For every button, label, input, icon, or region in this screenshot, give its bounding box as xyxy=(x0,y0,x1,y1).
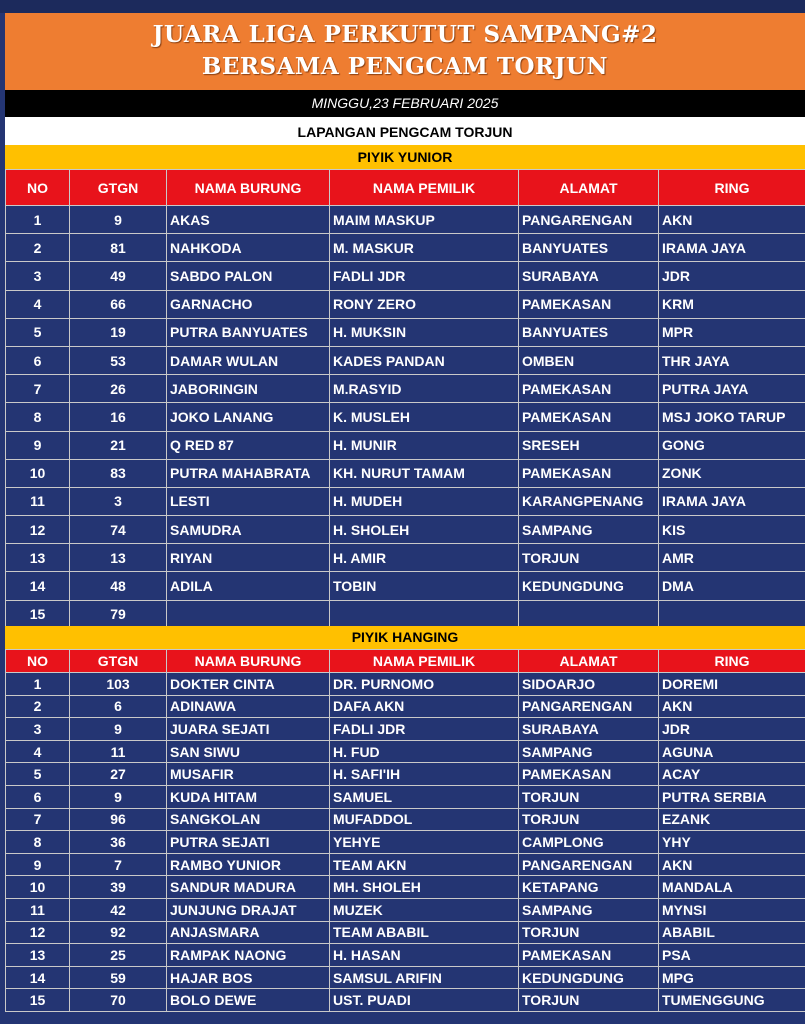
cell-no: 13 xyxy=(6,544,70,572)
cell-ring: MPR xyxy=(659,318,805,346)
cell-nama-burung: AKAS xyxy=(167,206,330,234)
cell-nama-burung: JABORINGIN xyxy=(167,375,330,403)
cell-ring xyxy=(659,600,805,628)
cell-ring: AKN xyxy=(659,853,805,876)
cell-gtgn: 81 xyxy=(70,234,167,262)
table-row xyxy=(6,318,805,346)
cell-nama-pemilik: DR. PURNOMO xyxy=(330,673,519,696)
cell-gtgn: 79 xyxy=(70,600,167,628)
cell-no: 6 xyxy=(6,346,70,374)
cell-ring: PUTRA JAYA xyxy=(659,375,805,403)
cell-nama-pemilik: UST. PUADI xyxy=(330,989,519,1012)
cell-nama-burung: SANDUR MADURA xyxy=(167,876,330,899)
cell-gtgn: 74 xyxy=(70,516,167,544)
cell-gtgn: 96 xyxy=(70,808,167,831)
cell-no: 12 xyxy=(6,516,70,544)
table-row xyxy=(6,853,805,876)
column-header-gtgn: GTGN xyxy=(70,170,167,206)
cell-no: 4 xyxy=(6,290,70,318)
cell-nama-pemilik: MUFADDOL xyxy=(330,808,519,831)
cell-nama-pemilik: H. HASAN xyxy=(330,944,519,967)
cell-ring: ACAY xyxy=(659,763,805,786)
cell-nama-pemilik: H. FUD xyxy=(330,740,519,763)
cell-gtgn: 7 xyxy=(70,853,167,876)
table-row xyxy=(6,763,805,786)
cell-no: 6 xyxy=(6,785,70,808)
cell-nama-pemilik: TOBIN xyxy=(330,572,519,600)
cell-gtgn: 9 xyxy=(70,206,167,234)
cell-nama-burung: SAMUDRA xyxy=(167,516,330,544)
cell-ring: ZONK xyxy=(659,459,805,487)
cell-nama-pemilik: M.RASYID xyxy=(330,375,519,403)
results-table-piyik-hanging xyxy=(5,649,805,1012)
cell-no: 9 xyxy=(6,853,70,876)
cell-nama-burung: LESTI xyxy=(167,487,330,515)
table-row xyxy=(6,831,805,854)
cell-ring: MANDALA xyxy=(659,876,805,899)
table-row xyxy=(6,516,805,544)
table-row xyxy=(6,718,805,741)
cell-nama-burung: GARNACHO xyxy=(167,290,330,318)
cell-no: 1 xyxy=(6,673,70,696)
cell-gtgn: 25 xyxy=(70,944,167,967)
cell-ring: JDR xyxy=(659,262,805,290)
cell-no: 2 xyxy=(6,234,70,262)
cell-alamat: KARANGPENANG xyxy=(519,487,659,515)
cell-alamat: SURABAYA xyxy=(519,262,659,290)
cell-gtgn: 49 xyxy=(70,262,167,290)
cell-gtgn: 39 xyxy=(70,876,167,899)
table-row xyxy=(6,740,805,763)
cell-nama-pemilik: SAMUEL xyxy=(330,785,519,808)
cell-nama-pemilik: KH. NURUT TAMAM xyxy=(330,459,519,487)
cell-nama-burung: RAMPAK NAONG xyxy=(167,944,330,967)
category-title-piyik-yunior: PIYIK YUNIOR xyxy=(5,145,805,169)
table-row xyxy=(6,876,805,899)
cell-gtgn: 103 xyxy=(70,673,167,696)
cell-nama-burung: PUTRA SEJATI xyxy=(167,831,330,854)
cell-ring: KIS xyxy=(659,516,805,544)
cell-alamat: KEDUNGDUNG xyxy=(519,572,659,600)
cell-alamat: KEDUNGDUNG xyxy=(519,966,659,989)
table-row xyxy=(6,431,805,459)
cell-nama-pemilik: MAIM MASKUP xyxy=(330,206,519,234)
cell-no: 9 xyxy=(6,431,70,459)
cell-ring: AKN xyxy=(659,206,805,234)
cell-nama-burung: PUTRA MAHABRATA xyxy=(167,459,330,487)
cell-alamat: CAMPLONG xyxy=(519,831,659,854)
cell-nama-burung: PUTRA BANYUATES xyxy=(167,318,330,346)
cell-nama-burung: JOKO LANANG xyxy=(167,403,330,431)
cell-alamat xyxy=(519,600,659,628)
table-row xyxy=(6,262,805,290)
cell-alamat: SIDOARJO xyxy=(519,673,659,696)
table-row xyxy=(6,898,805,921)
cell-alamat: KETAPANG xyxy=(519,876,659,899)
table-row xyxy=(6,346,805,374)
cell-ring: DMA xyxy=(659,572,805,600)
cell-alamat: PAMEKASAN xyxy=(519,944,659,967)
cell-nama-burung: BOLO DEWE xyxy=(167,989,330,1012)
cell-nama-pemilik: TEAM AKN xyxy=(330,853,519,876)
cell-alamat: SRESEH xyxy=(519,431,659,459)
table-row xyxy=(6,989,805,1012)
table-row xyxy=(6,206,805,234)
cell-gtgn: 70 xyxy=(70,989,167,1012)
cell-no: 3 xyxy=(6,262,70,290)
cell-alamat: PANGARENGAN xyxy=(519,206,659,234)
cell-ring: KRM xyxy=(659,290,805,318)
cell-nama-pemilik: MH. SHOLEH xyxy=(330,876,519,899)
cell-no: 1 xyxy=(6,206,70,234)
table-row xyxy=(6,572,805,600)
cell-no: 11 xyxy=(6,487,70,515)
cell-nama-burung: SANGKOLAN xyxy=(167,808,330,831)
category-title-piyik-hanging: PIYIK HANGING xyxy=(5,626,805,649)
cell-nama-pemilik: TEAM ABABIL xyxy=(330,921,519,944)
cell-ring: AGUNA xyxy=(659,740,805,763)
cell-nama-pemilik: KADES PANDAN xyxy=(330,346,519,374)
cell-ring: MPG xyxy=(659,966,805,989)
cell-nama-burung: Q RED 87 xyxy=(167,431,330,459)
table-row xyxy=(6,921,805,944)
cell-alamat: PAMEKASAN xyxy=(519,290,659,318)
event-venue: LAPANGAN PENGCAM TORJUN xyxy=(5,117,805,145)
cell-no: 10 xyxy=(6,459,70,487)
table-row xyxy=(6,600,805,628)
cell-nama-pemilik: SAMSUL ARIFIN xyxy=(330,966,519,989)
column-header-ring: RING xyxy=(659,650,805,673)
cell-gtgn: 66 xyxy=(70,290,167,318)
cell-no: 12 xyxy=(6,921,70,944)
title-line-2: BERSAMA PENGCAM TORJUN xyxy=(201,53,609,80)
cell-nama-burung: SABDO PALON xyxy=(167,262,330,290)
cell-nama-pemilik: M. MASKUR xyxy=(330,234,519,262)
column-header-gtgn: GTGN xyxy=(70,650,167,673)
table-row xyxy=(6,375,805,403)
cell-gtgn: 13 xyxy=(70,544,167,572)
cell-ring: JDR xyxy=(659,718,805,741)
cell-ring: MSJ JOKO TARUP xyxy=(659,403,805,431)
cell-alamat: TORJUN xyxy=(519,544,659,572)
cell-gtgn: 48 xyxy=(70,572,167,600)
cell-nama-pemilik: H. MUDEH xyxy=(330,487,519,515)
cell-nama-burung: MUSAFIR xyxy=(167,763,330,786)
cell-gtgn: 53 xyxy=(70,346,167,374)
table-row xyxy=(6,290,805,318)
table-row xyxy=(6,695,805,718)
cell-alamat: SAMPANG xyxy=(519,516,659,544)
cell-no: 14 xyxy=(6,572,70,600)
cell-no: 8 xyxy=(6,831,70,854)
cell-gtgn: 83 xyxy=(70,459,167,487)
cell-nama-pemilik: MUZEK xyxy=(330,898,519,921)
cell-alamat: PAMEKASAN xyxy=(519,459,659,487)
cell-nama-burung: DOKTER CINTA xyxy=(167,673,330,696)
cell-alamat: PAMEKASAN xyxy=(519,763,659,786)
cell-alamat: TORJUN xyxy=(519,921,659,944)
cell-nama-burung: ADILA xyxy=(167,572,330,600)
column-header-nama-burung: NAMA BURUNG xyxy=(167,650,330,673)
cell-gtgn: 36 xyxy=(70,831,167,854)
cell-ring: AMR xyxy=(659,544,805,572)
cell-ring: MYNSI xyxy=(659,898,805,921)
cell-alamat: TORJUN xyxy=(519,989,659,1012)
column-header-nama-pemilik: NAMA PEMILIK xyxy=(330,650,519,673)
cell-nama-pemilik xyxy=(330,600,519,628)
column-header-alamat: ALAMAT xyxy=(519,650,659,673)
cell-gtgn: 3 xyxy=(70,487,167,515)
cell-ring: AKN xyxy=(659,695,805,718)
cell-gtgn: 26 xyxy=(70,375,167,403)
cell-alamat: SAMPANG xyxy=(519,740,659,763)
cell-nama-burung: ANJASMARA xyxy=(167,921,330,944)
cell-no: 2 xyxy=(6,695,70,718)
cell-no: 15 xyxy=(6,989,70,1012)
column-header-ring: RING xyxy=(659,170,805,206)
table-row xyxy=(6,459,805,487)
cell-nama-burung: ADINAWA xyxy=(167,695,330,718)
cell-no: 7 xyxy=(6,808,70,831)
top-strip xyxy=(0,0,805,13)
cell-nama-burung: NAHKODA xyxy=(167,234,330,262)
cell-ring: EZANK xyxy=(659,808,805,831)
cell-ring: ABABIL xyxy=(659,921,805,944)
cell-alamat: SURABAYA xyxy=(519,718,659,741)
cell-nama-burung: JUNJUNG DRAJAT xyxy=(167,898,330,921)
title-line-1: JUARA LIGA PERKUTUT SAMPANG#2 xyxy=(152,21,658,48)
cell-gtgn: 9 xyxy=(70,718,167,741)
event-date: MINGGU,23 FEBRUARI 2025 xyxy=(5,90,805,117)
cell-no: 4 xyxy=(6,740,70,763)
cell-no: 14 xyxy=(6,966,70,989)
column-header-no: NO xyxy=(6,650,70,673)
cell-no: 3 xyxy=(6,718,70,741)
cell-gtgn: 21 xyxy=(70,431,167,459)
cell-nama-pemilik: DAFA AKN xyxy=(330,695,519,718)
title-banner xyxy=(5,13,805,90)
cell-ring: YHY xyxy=(659,831,805,854)
cell-ring: THR JAYA xyxy=(659,346,805,374)
cell-ring: PUTRA SERBIA xyxy=(659,785,805,808)
table-row xyxy=(6,403,805,431)
header-row xyxy=(6,650,805,673)
column-header-nama-burung: NAMA BURUNG xyxy=(167,170,330,206)
cell-gtgn: 27 xyxy=(70,763,167,786)
cell-no: 5 xyxy=(6,763,70,786)
header-row xyxy=(6,170,805,206)
cell-gtgn: 92 xyxy=(70,921,167,944)
cell-nama-pemilik: H. MUNIR xyxy=(330,431,519,459)
cell-no: 5 xyxy=(6,318,70,346)
cell-alamat: PAMEKASAN xyxy=(519,375,659,403)
cell-gtgn: 19 xyxy=(70,318,167,346)
column-header-alamat: ALAMAT xyxy=(519,170,659,206)
cell-ring: IRAMA JAYA xyxy=(659,487,805,515)
cell-gtgn: 42 xyxy=(70,898,167,921)
cell-alamat: PANGARENGAN xyxy=(519,853,659,876)
cell-no: 10 xyxy=(6,876,70,899)
table-row xyxy=(6,487,805,515)
cell-nama-burung: HAJAR BOS xyxy=(167,966,330,989)
cell-no: 8 xyxy=(6,403,70,431)
cell-nama-pemilik: FADLI JDR xyxy=(330,718,519,741)
results-table-piyik-yunior xyxy=(5,169,805,629)
table-row xyxy=(6,673,805,696)
cell-alamat: BANYUATES xyxy=(519,234,659,262)
cell-gtgn: 11 xyxy=(70,740,167,763)
table-row xyxy=(6,785,805,808)
table-row xyxy=(6,808,805,831)
column-header-nama-pemilik: NAMA PEMILIK xyxy=(330,170,519,206)
cell-no: 15 xyxy=(6,600,70,628)
cell-no: 11 xyxy=(6,898,70,921)
table-row xyxy=(6,966,805,989)
cell-nama-pemilik: RONY ZERO xyxy=(330,290,519,318)
cell-nama-burung: DAMAR WULAN xyxy=(167,346,330,374)
cell-ring: GONG xyxy=(659,431,805,459)
cell-nama-pemilik: FADLI JDR xyxy=(330,262,519,290)
table-row xyxy=(6,234,805,262)
cell-nama-pemilik: H. SHOLEH xyxy=(330,516,519,544)
cell-nama-pemilik: H. SAFI'IH xyxy=(330,763,519,786)
cell-alamat: BANYUATES xyxy=(519,318,659,346)
cell-nama-burung: RIYAN xyxy=(167,544,330,572)
cell-nama-pemilik: YEHYE xyxy=(330,831,519,854)
table-row xyxy=(6,944,805,967)
cell-nama-pemilik: K. MUSLEH xyxy=(330,403,519,431)
cell-nama-pemilik: H. MUKSIN xyxy=(330,318,519,346)
cell-gtgn: 16 xyxy=(70,403,167,431)
cell-no: 7 xyxy=(6,375,70,403)
cell-alamat: OMBEN xyxy=(519,346,659,374)
table-row xyxy=(6,544,805,572)
cell-alamat: PANGARENGAN xyxy=(519,695,659,718)
cell-nama-burung: KUDA HITAM xyxy=(167,785,330,808)
cell-ring: PSA xyxy=(659,944,805,967)
column-header-no: NO xyxy=(6,170,70,206)
cell-ring: TUMENGGUNG xyxy=(659,989,805,1012)
cell-nama-burung: SAN SIWU xyxy=(167,740,330,763)
cell-gtgn: 6 xyxy=(70,695,167,718)
cell-nama-burung: RAMBO YUNIOR xyxy=(167,853,330,876)
cell-ring: IRAMA JAYA xyxy=(659,234,805,262)
cell-nama-pemilik: H. AMIR xyxy=(330,544,519,572)
cell-gtgn: 59 xyxy=(70,966,167,989)
cell-alamat: TORJUN xyxy=(519,808,659,831)
cell-alamat: SAMPANG xyxy=(519,898,659,921)
cell-nama-burung: JUARA SEJATI xyxy=(167,718,330,741)
cell-nama-burung xyxy=(167,600,330,628)
cell-gtgn: 9 xyxy=(70,785,167,808)
cell-ring: DOREMI xyxy=(659,673,805,696)
cell-no: 13 xyxy=(6,944,70,967)
cell-alamat: TORJUN xyxy=(519,785,659,808)
cell-alamat: PAMEKASAN xyxy=(519,403,659,431)
